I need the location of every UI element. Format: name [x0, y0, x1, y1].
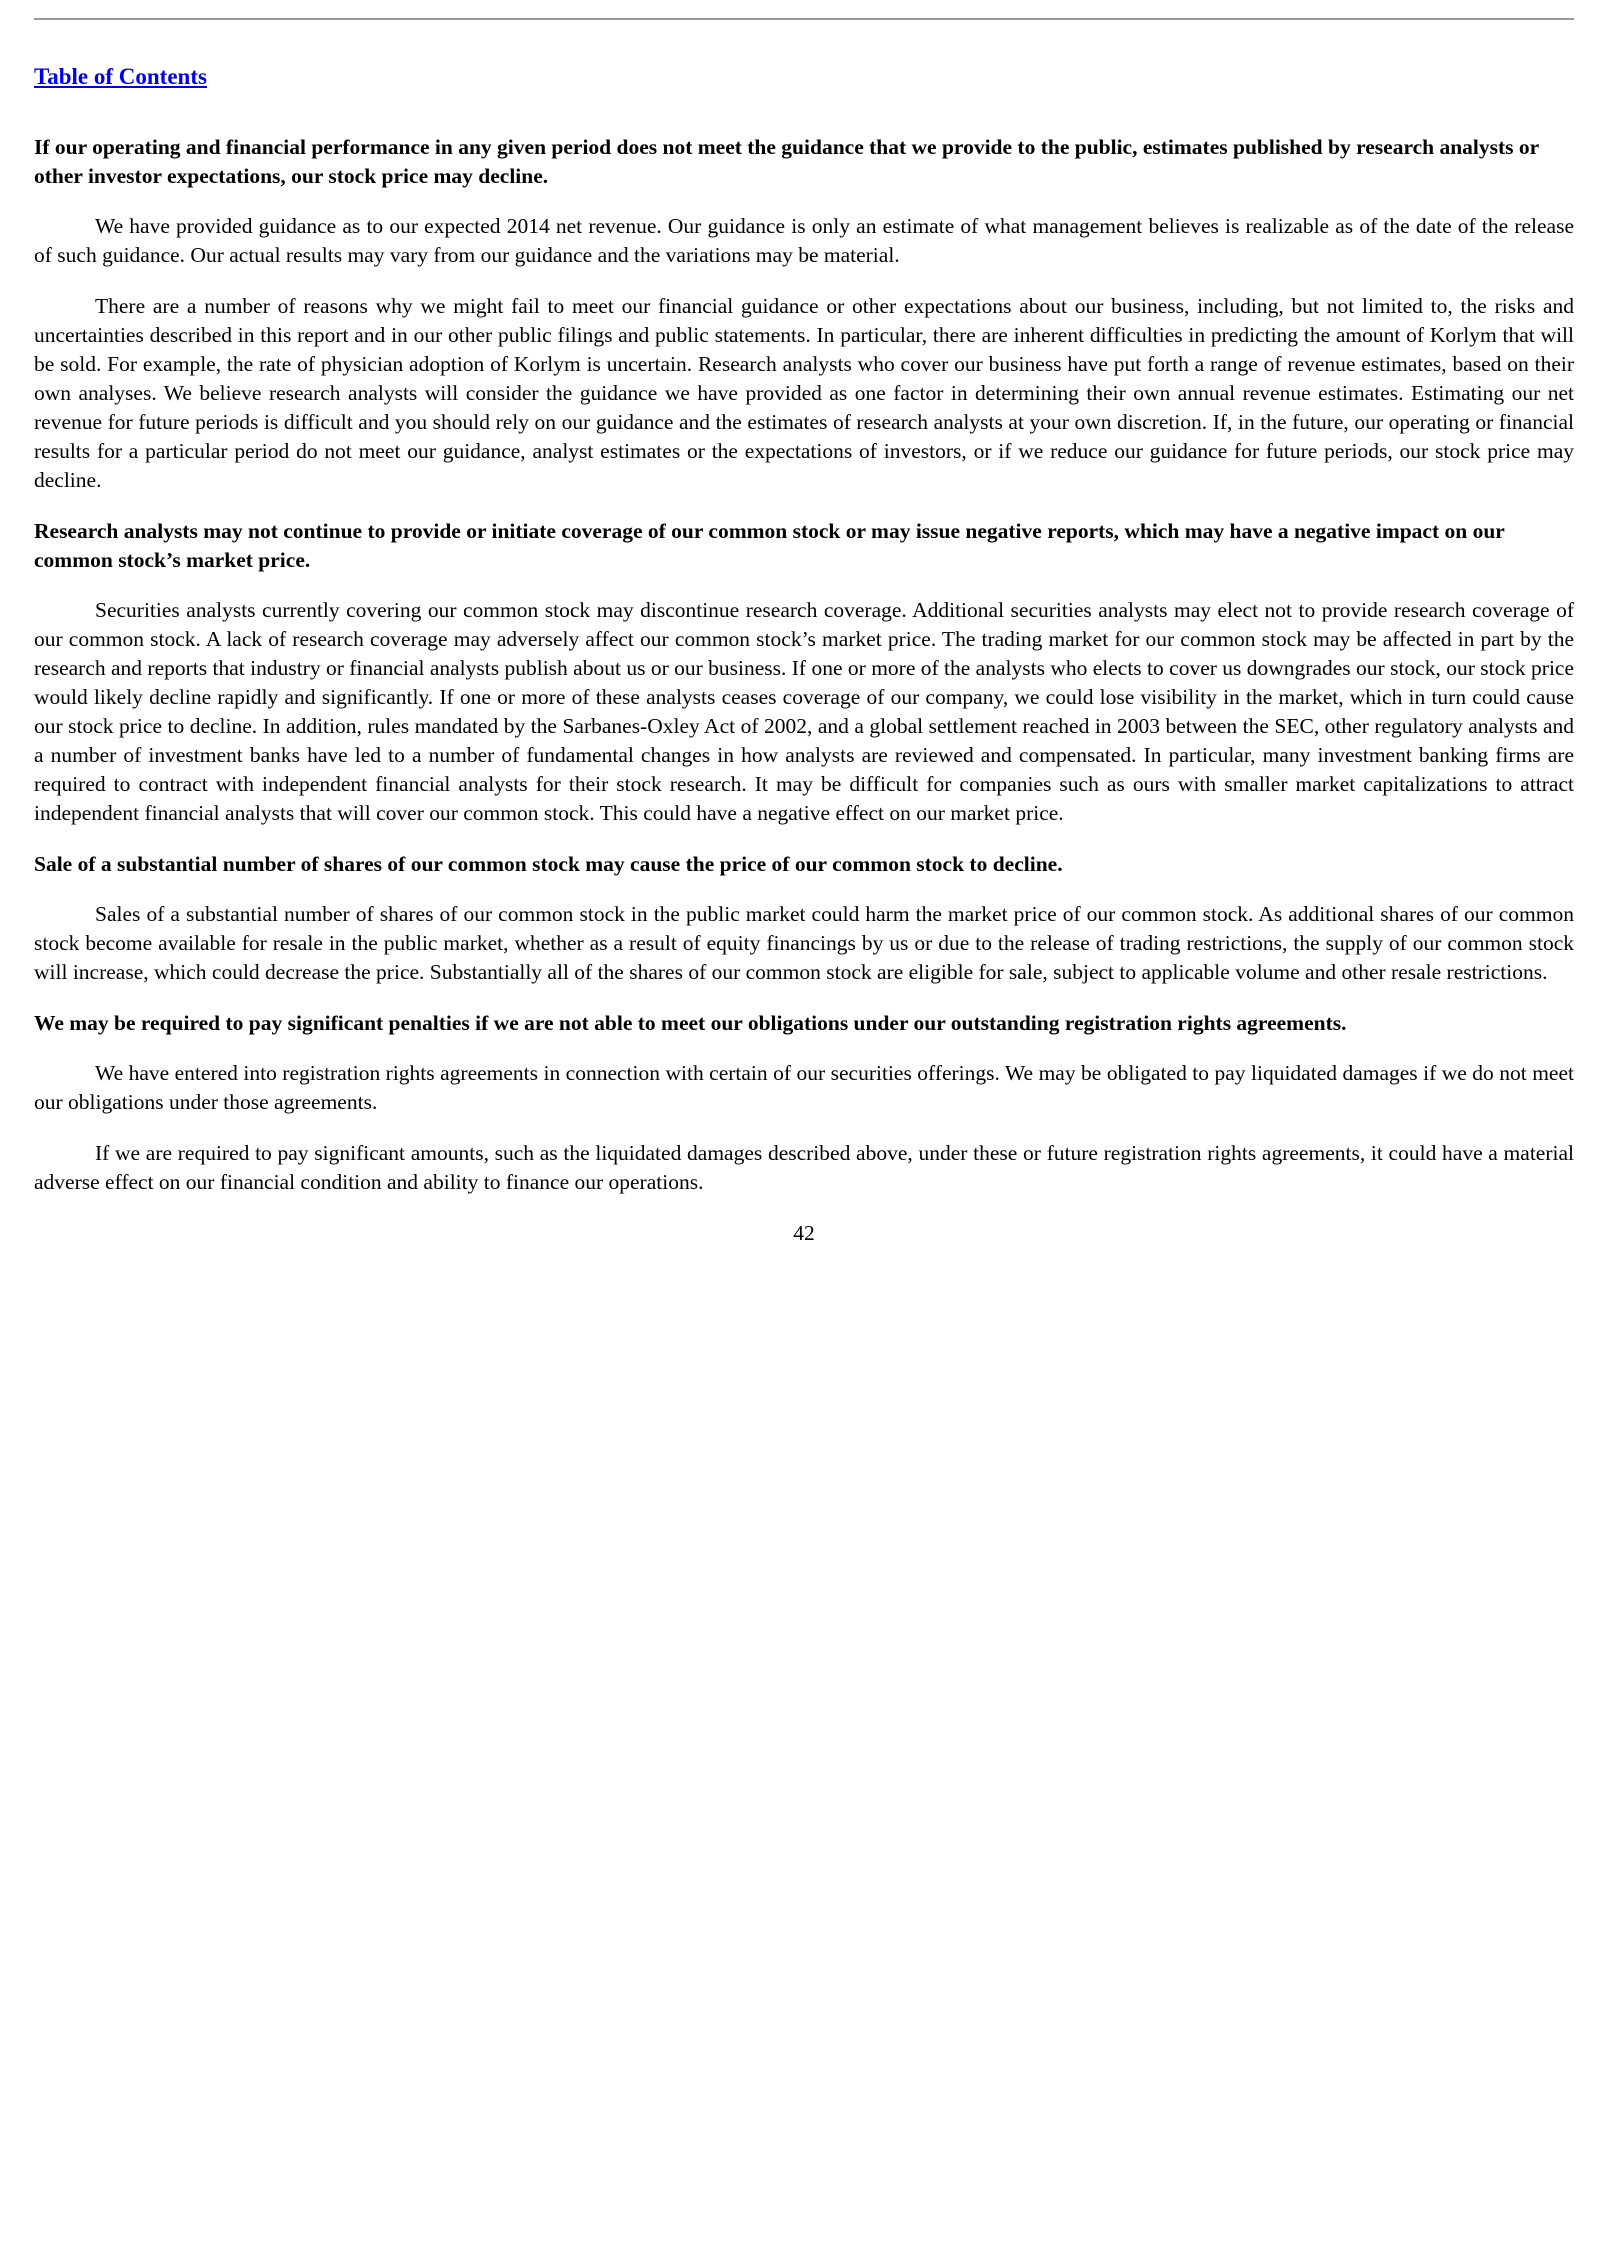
- body-paragraph: Sales of a substantial number of shares of our common stock in the public market could harm the market price of our common stock. As additional shares of our common stock become available for resale in the public market, whether as a result of equity financings by us or due to the release of trading restrictions, the supply of our common stock will increase, which could decrease the price. Substantially all of the shares of our common stock are eligible for sale, subject to applicable volume and other resale restrictions.: [34, 902, 1574, 984]
- top-divider: [34, 18, 1574, 20]
- page-number: 42: [793, 1221, 815, 1245]
- body-paragraph: We have provided guidance as to our expected 2014 net revenue. Our guidance is only an estimate of what management believes is realizable as of the date of the release of such guidance. Our actual results may vary from our guidance and the variations may be material.: [34, 214, 1574, 267]
- document-body: [34, 133, 1574, 1248]
- section-heading: Sale of a substantial number of shares of our common stock may cause the price of our common stock to decline.: [34, 852, 1063, 876]
- section-heading: We may be required to pay significant penalties if we are not able to meet our obligations under our outstanding registration rights agreements.: [34, 1011, 1347, 1035]
- section-heading: If our operating and financial performance in any given period does not meet the guidance that we provide to the public, estimates published by research analysts or other investor expectations, our stock price may decline.: [34, 135, 1539, 188]
- body-paragraph: We have entered into registration rights agreements in connection with certain of our securities offerings. We may be obligated to pay liquidated damages if we do not meet our obligations under those agreements.: [34, 1061, 1574, 1114]
- table-of-contents-link[interactable]: Table of Contents: [34, 64, 207, 89]
- body-paragraph: If we are required to pay significant amounts, such as the liquidated damages described above, under these or future registration rights agreements, it could have a material adverse effect on our financial condition and ability to finance our operations.: [34, 1141, 1574, 1194]
- body-paragraph: Securities analysts currently covering our common stock may discontinue research coverage. Additional securities analysts may elect not to provide research coverage of our common stock. A lack of research coverage may adversely affect our common stock’s market price. The trading market for our common stock may be affected in part by the research and reports that industry or financial analysts publish about us or our business. If one or more of the analysts who elects to cover us downgrades our stock, our stock price would likely decline rapidly and significantly. If one or more of these analysts ceases coverage of our company, we could lose visibility in the market, which in turn could cause our stock price to decline. In addition, rules mandated by the Sarbanes-Oxley Act of 2002, and a global settlement reached in 2003 between the SEC, other regulatory analysts and a number of investment banks have led to a number of fundamental changes in how analysts are reviewed and compensated. In particular, many investment banking firms are required to contract with independent financial analysts for their stock research. It may be difficult for companies such as ours with smaller market capitalizations to attract independent financial analysts that will cover our common stock. This could have a negative effect on our market price.: [34, 598, 1574, 825]
- section-heading: Research analysts may not continue to provide or initiate coverage of our common stock or may issue negative reports, which may have a negative impact on our common stock’s market price.: [34, 519, 1505, 572]
- body-paragraph: There are a number of reasons why we might fail to meet our financial guidance or other expectations about our business, including, but not limited to, the risks and uncertainties described in this report and in our other public filings and public statements. In particular, there are inherent difficulties in predicting the amount of Korlym that will be sold. For example, the rate of physician adoption of Korlym is uncertain. Research analysts who cover our business have put forth a range of revenue estimates, based on their own analyses. We believe research analysts will consider the guidance we have provided as one factor in determining their own annual revenue estimates. Estimating our net revenue for future periods is difficult and you should rely on our guidance and the estimates of research analysts at your own discretion. If, in the future, our operating or financial results for a particular period do not meet our guidance, analyst estimates or the expectations of investors, or if we reduce our guidance for future periods, our stock price may decline.: [34, 294, 1574, 492]
